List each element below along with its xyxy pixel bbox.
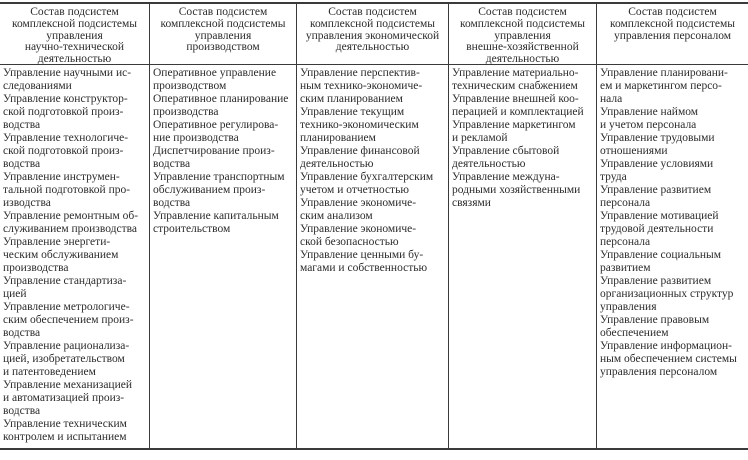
column-item: [3, 379, 147, 418]
item-line: Управление трудовыми: [600, 132, 715, 144]
header-line: комплексной подсистемы: [309, 17, 436, 30]
item-line: техническим снабжением: [452, 80, 578, 92]
item-line: Управление планировани-: [600, 67, 728, 79]
item-line: Управление маркетингом: [452, 119, 576, 131]
column-header: [150, 4, 296, 65]
item-line: Диспетчирование произ-: [153, 145, 275, 157]
column-item: [300, 106, 446, 145]
item-line: Управление стандартиза-: [3, 275, 127, 287]
item-line: связями: [452, 197, 491, 209]
item-line: Управление экономиче-: [300, 197, 417, 209]
item-line: перацией и комплектацией: [452, 106, 584, 118]
item-line: Оперативное управление: [153, 67, 277, 79]
column-item: [300, 145, 446, 171]
column-item: [600, 106, 746, 132]
column-item: [300, 249, 446, 275]
header-line: управления персоналом: [613, 29, 732, 42]
table-column-personnel: [597, 4, 748, 448]
item-line: Управление энергети-: [3, 236, 111, 248]
header-line: деятельностью: [485, 53, 560, 66]
item-line: персонала: [600, 197, 651, 209]
item-line: ским планированием: [300, 93, 403, 105]
column-body: [449, 65, 596, 210]
column-item: [3, 275, 147, 301]
item-line: Управление мотивацией: [600, 210, 719, 222]
column-item: [600, 184, 746, 210]
item-line: и учетом персонала: [600, 119, 697, 131]
item-line: Управление механизацией: [3, 379, 133, 391]
column-header: [0, 4, 149, 65]
column-item: [3, 236, 147, 275]
item-line: Управление конструктор-: [3, 93, 128, 105]
item-line: Управление развитием: [600, 184, 712, 196]
column-item: [153, 93, 294, 119]
column-item: [452, 119, 594, 145]
header-line: управления экономической: [305, 29, 440, 42]
column-item: [600, 340, 746, 379]
column-item: [300, 67, 446, 106]
item-line: водства: [3, 405, 41, 417]
item-line: изводства: [3, 197, 51, 209]
column-item: [153, 171, 294, 210]
item-line: Управление метрологиче-: [3, 301, 130, 313]
item-line: водства: [3, 158, 41, 170]
column-body: [0, 65, 149, 444]
column-item: [300, 223, 446, 249]
item-line: развитием: [600, 262, 651, 274]
column-body: [597, 65, 748, 379]
column-item: [3, 340, 147, 379]
item-line: Управление сбытовой: [452, 145, 560, 157]
item-line: и патентоведением: [3, 366, 96, 378]
item-line: Управление междуна-: [452, 171, 560, 183]
table-column-economic: [297, 4, 449, 448]
column-item: [600, 275, 746, 314]
column-body: [297, 65, 448, 275]
column-item: [600, 249, 746, 275]
item-line: Оперативное планирование: [153, 93, 289, 105]
item-line: ем и маркетингом персо-: [600, 80, 722, 92]
item-line: персонала: [600, 236, 651, 248]
item-line: Управление бухгалтерским: [300, 171, 434, 183]
item-line: Управление научными ис-: [3, 67, 132, 79]
item-line: Управление материально-: [452, 67, 579, 79]
header-line: производством: [186, 41, 260, 54]
column-header: [597, 4, 748, 65]
item-line: Управление техническим: [3, 418, 127, 430]
item-line: ским обеспечением произ-: [3, 314, 134, 326]
item-line: Управление социальным: [600, 249, 722, 261]
item-line: водства: [3, 327, 41, 339]
header-line: управления: [194, 29, 252, 42]
item-line: Управление развитием: [600, 275, 712, 287]
item-line: тальной подготовкой про-: [3, 184, 131, 196]
item-line: и рекламой: [452, 132, 508, 144]
column-body: [150, 65, 296, 236]
item-line: производством: [153, 80, 227, 92]
header-line: внешне-хозяйственной: [466, 41, 579, 54]
item-line: Управление условиями: [600, 158, 714, 170]
header-line: Состав подсистем: [628, 6, 717, 18]
item-line: ческим обслуживанием: [3, 249, 119, 261]
header-line: научно-технической: [24, 41, 125, 54]
column-item: [3, 93, 147, 132]
item-line: ние производства: [153, 132, 239, 144]
column-item: [153, 210, 294, 236]
column-item: [3, 67, 147, 93]
item-line: Управление ремонтным об-: [3, 210, 139, 222]
column-item: [600, 132, 746, 158]
item-line: обслуживанием произ-: [153, 184, 266, 196]
item-line: трудовой деятельности: [600, 223, 714, 235]
subsystem-composition-table: [0, 2, 748, 450]
item-line: Управление информацион-: [600, 340, 732, 352]
column-header: [297, 4, 448, 65]
item-line: и автоматизацией произ-: [3, 392, 125, 404]
column-item: [3, 171, 147, 210]
header-line: управления: [494, 29, 551, 42]
item-line: планированием: [300, 132, 376, 144]
column-item: [3, 418, 147, 444]
header-line: комплексной подсистемы: [11, 17, 138, 30]
item-line: Управление правовым: [600, 314, 710, 326]
item-line: Оперативное регулирова-: [153, 119, 279, 131]
header-line: комплексной подсистемы: [459, 17, 586, 30]
column-item: [452, 145, 594, 171]
column-item: [3, 210, 147, 236]
item-line: Управление финансовой: [300, 145, 420, 157]
item-line: Управление инструмен-: [3, 171, 120, 183]
item-line: Управление внешней коо-: [452, 93, 579, 105]
item-line: управления персоналом: [600, 366, 718, 378]
header-line: деятельностью: [335, 41, 410, 54]
column-item: [153, 67, 294, 93]
column-item: [3, 301, 147, 340]
item-line: нала: [600, 93, 623, 105]
item-line: магами и собственностью: [300, 262, 428, 274]
column-item: [300, 197, 446, 223]
header-line: управления: [46, 29, 103, 42]
column-header: [449, 4, 596, 65]
item-line: Управление технологиче-: [3, 132, 129, 144]
item-line: учетом и отчетностью: [300, 184, 409, 196]
item-line: Управление капитальным: [153, 210, 279, 222]
column-item: [452, 93, 594, 119]
item-line: Управление перспектив-: [300, 67, 420, 79]
item-line: Управление транспортным: [153, 171, 285, 183]
column-item: [300, 171, 446, 197]
item-line: ской безопасностью: [300, 236, 399, 248]
item-line: цией: [3, 288, 27, 300]
column-item: [600, 210, 746, 249]
header-line: комплексной подсистемы: [609, 17, 736, 30]
item-line: управления: [600, 301, 657, 313]
table-column-production: [150, 4, 297, 448]
item-line: водства: [3, 119, 41, 131]
item-line: следованиями: [3, 80, 72, 92]
item-line: ным обеспечением системы: [600, 353, 737, 365]
item-line: труда: [600, 171, 627, 183]
item-line: производства: [3, 262, 69, 274]
item-line: родными хозяйственными: [452, 184, 581, 196]
column-item: [600, 314, 746, 340]
item-line: ской подготовкой произ-: [3, 106, 124, 118]
item-line: служиванием производства: [3, 223, 137, 235]
item-line: ским анализом: [300, 210, 373, 222]
item-line: Управление наймом: [600, 106, 699, 118]
item-line: деятельностью: [452, 158, 526, 170]
item-line: Управление экономиче-: [300, 223, 417, 235]
item-line: ным технико-экономиче-: [300, 80, 423, 92]
column-item: [452, 171, 594, 210]
item-line: контролем и испытанием: [3, 431, 127, 443]
item-line: деятельностью: [300, 158, 374, 170]
item-line: Управление ценными бу-: [300, 249, 424, 261]
header-line: Состав подсистем: [478, 6, 567, 18]
item-line: цией, изобретательством: [3, 353, 125, 365]
column-item: [153, 119, 294, 145]
item-line: технико-экономическим: [300, 119, 419, 131]
item-line: водства: [153, 158, 191, 170]
header-line: Состав подсистем: [30, 6, 119, 18]
header-line: комплексной подсистемы: [160, 17, 286, 30]
item-line: организационных структур: [600, 288, 734, 300]
item-line: строительством: [153, 223, 231, 235]
item-line: отношениями: [600, 145, 668, 157]
header-line: деятельностью: [37, 53, 112, 66]
column-item: [3, 132, 147, 171]
item-line: обеспечением: [600, 327, 669, 339]
item-line: ской подготовкой произ-: [3, 145, 124, 157]
header-line: Состав подсистем: [328, 6, 417, 18]
item-line: Управление текущим: [300, 106, 405, 118]
column-item: [600, 158, 746, 184]
item-line: Управление рационализа-: [3, 340, 130, 352]
item-line: водства: [153, 197, 191, 209]
column-item: [600, 67, 746, 106]
item-line: производства: [153, 106, 219, 118]
column-item: [452, 67, 594, 93]
column-item: [153, 145, 294, 171]
table-column-foreign-economic: [449, 4, 597, 448]
table-column-science-tech: [0, 4, 150, 448]
header-line: Состав подсистем: [178, 6, 268, 18]
